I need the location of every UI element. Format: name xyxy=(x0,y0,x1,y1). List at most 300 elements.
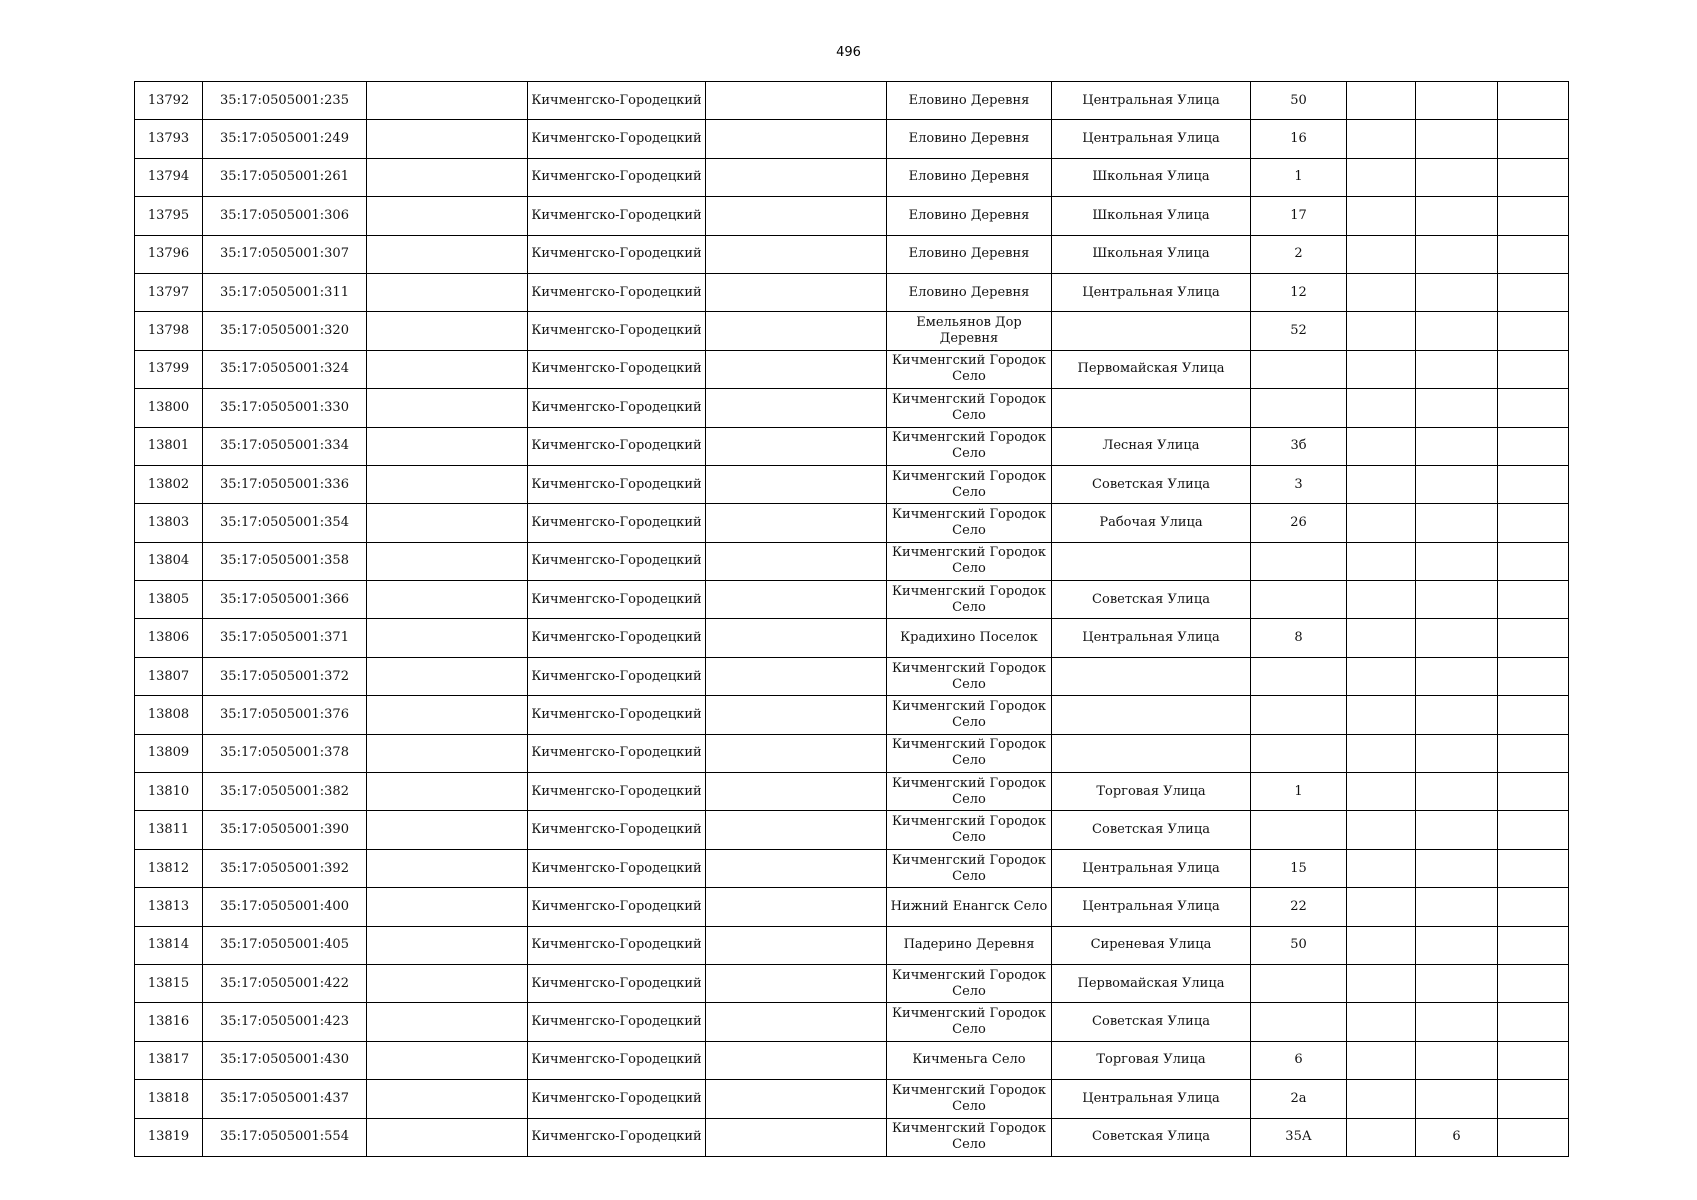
column-9-cell xyxy=(1347,350,1416,388)
house-number-cell: 3 xyxy=(1251,465,1347,503)
district-cell: Кичменгско-Городецкий xyxy=(528,773,706,811)
cadastral-number-cell: 35:17:0505001:378 xyxy=(203,734,367,772)
column-9-cell xyxy=(1347,926,1416,964)
column-9-cell xyxy=(1347,312,1416,350)
row-number-cell: 13806 xyxy=(135,619,203,657)
locality-cell: Кичменгский Городок Село xyxy=(887,964,1052,1002)
column-9-cell xyxy=(1347,1003,1416,1041)
column-9-cell xyxy=(1347,1080,1416,1118)
column-9-cell xyxy=(1347,273,1416,311)
row-number-cell: 13793 xyxy=(135,120,203,158)
column-10-cell xyxy=(1416,158,1498,196)
column-10-cell xyxy=(1416,273,1498,311)
district-cell: Кичменгско-Городецкий xyxy=(528,964,706,1002)
column-9-cell xyxy=(1347,849,1416,887)
column-5-cell xyxy=(706,197,887,235)
district-cell: Кичменгско-Городецкий xyxy=(528,926,706,964)
column-9-cell xyxy=(1347,773,1416,811)
table-row xyxy=(135,158,1569,196)
column-11-cell xyxy=(1498,158,1569,196)
column-10-cell xyxy=(1416,427,1498,465)
column-11-cell xyxy=(1498,849,1569,887)
column-11-cell xyxy=(1498,312,1569,350)
column-5-cell xyxy=(706,696,887,734)
house-number-cell xyxy=(1251,734,1347,772)
column-11-cell xyxy=(1498,350,1569,388)
table-row xyxy=(135,542,1569,580)
column-3-cell xyxy=(367,158,528,196)
column-10-cell xyxy=(1416,619,1498,657)
table-row xyxy=(135,197,1569,235)
house-number-cell: 50 xyxy=(1251,926,1347,964)
column-5-cell xyxy=(706,465,887,503)
table-row xyxy=(135,1041,1569,1079)
column-9-cell xyxy=(1347,504,1416,542)
cadastral-number-cell: 35:17:0505001:320 xyxy=(203,312,367,350)
column-11-cell xyxy=(1498,273,1569,311)
column-11-cell xyxy=(1498,465,1569,503)
column-11-cell xyxy=(1498,581,1569,619)
column-3-cell xyxy=(367,964,528,1002)
column-9-cell xyxy=(1347,619,1416,657)
column-11-cell xyxy=(1498,427,1569,465)
column-3-cell xyxy=(367,82,528,120)
column-5-cell xyxy=(706,350,887,388)
row-number-cell: 13807 xyxy=(135,657,203,695)
column-10-cell xyxy=(1416,696,1498,734)
row-number-cell: 13813 xyxy=(135,888,203,926)
row-number-cell: 13816 xyxy=(135,1003,203,1041)
column-10-cell xyxy=(1416,312,1498,350)
cadastral-number-cell: 35:17:0505001:390 xyxy=(203,811,367,849)
district-cell: Кичменгско-Городецкий xyxy=(528,389,706,427)
column-3-cell xyxy=(367,465,528,503)
table-row xyxy=(135,504,1569,542)
table-row xyxy=(135,734,1569,772)
district-cell: Кичменгско-Городецкий xyxy=(528,82,706,120)
row-number-cell: 13801 xyxy=(135,427,203,465)
column-11-cell xyxy=(1498,197,1569,235)
column-3-cell xyxy=(367,542,528,580)
street-cell: Сиреневая Улица xyxy=(1052,926,1251,964)
house-number-cell xyxy=(1251,811,1347,849)
row-number-cell: 13818 xyxy=(135,1080,203,1118)
table-row xyxy=(135,773,1569,811)
column-10-cell xyxy=(1416,197,1498,235)
cadastral-number-cell: 35:17:0505001:324 xyxy=(203,350,367,388)
house-number-cell: 50 xyxy=(1251,82,1347,120)
cadastral-number-cell: 35:17:0505001:261 xyxy=(203,158,367,196)
column-3-cell xyxy=(367,197,528,235)
street-cell: Центральная Улица xyxy=(1052,888,1251,926)
house-number-cell xyxy=(1251,696,1347,734)
locality-cell: Крадихино Поселок xyxy=(887,619,1052,657)
column-5-cell xyxy=(706,1041,887,1079)
cadastral-number-cell: 35:17:0505001:311 xyxy=(203,273,367,311)
column-11-cell xyxy=(1498,657,1569,695)
column-9-cell xyxy=(1347,888,1416,926)
cadastral-number-cell: 35:17:0505001:437 xyxy=(203,1080,367,1118)
column-10-cell xyxy=(1416,389,1498,427)
row-number-cell: 13810 xyxy=(135,773,203,811)
column-11-cell xyxy=(1498,964,1569,1002)
locality-cell: Еловино Деревня xyxy=(887,82,1052,120)
table-row xyxy=(135,235,1569,273)
house-number-cell: 22 xyxy=(1251,888,1347,926)
column-10-cell xyxy=(1416,888,1498,926)
row-number-cell: 13817 xyxy=(135,1041,203,1079)
row-number-cell: 13815 xyxy=(135,964,203,1002)
locality-cell: Кичменгский Городок Село xyxy=(887,427,1052,465)
column-3-cell xyxy=(367,696,528,734)
column-3-cell xyxy=(367,926,528,964)
column-9-cell xyxy=(1347,1041,1416,1079)
column-11-cell xyxy=(1498,619,1569,657)
row-number-cell: 13803 xyxy=(135,504,203,542)
street-cell: Первомайская Улица xyxy=(1052,350,1251,388)
column-11-cell xyxy=(1498,734,1569,772)
cadastral-number-cell: 35:17:0505001:372 xyxy=(203,657,367,695)
district-cell: Кичменгско-Городецкий xyxy=(528,696,706,734)
locality-cell: Кичменьга Село xyxy=(887,1041,1052,1079)
column-3-cell xyxy=(367,811,528,849)
column-5-cell xyxy=(706,1003,887,1041)
column-10-cell xyxy=(1416,1080,1498,1118)
column-5-cell xyxy=(706,773,887,811)
column-5-cell xyxy=(706,273,887,311)
district-cell: Кичменгско-Городецкий xyxy=(528,619,706,657)
column-11-cell xyxy=(1498,120,1569,158)
street-cell: Первомайская Улица xyxy=(1052,964,1251,1002)
locality-cell: Еловино Деревня xyxy=(887,197,1052,235)
column-9-cell xyxy=(1347,82,1416,120)
column-10-cell xyxy=(1416,926,1498,964)
column-5-cell xyxy=(706,849,887,887)
street-cell: Центральная Улица xyxy=(1052,619,1251,657)
table-row xyxy=(135,811,1569,849)
table-row xyxy=(135,1080,1569,1118)
column-3-cell xyxy=(367,120,528,158)
district-cell: Кичменгско-Городецкий xyxy=(528,158,706,196)
locality-cell: Кичменгский Городок Село xyxy=(887,542,1052,580)
column-11-cell xyxy=(1498,1118,1569,1156)
cadastral-number-cell: 35:17:0505001:430 xyxy=(203,1041,367,1079)
street-cell: Торговая Улица xyxy=(1052,773,1251,811)
district-cell: Кичменгско-Городецкий xyxy=(528,504,706,542)
locality-cell: Кичменгский Городок Село xyxy=(887,350,1052,388)
cadastral-number-cell: 35:17:0505001:306 xyxy=(203,197,367,235)
column-10-cell xyxy=(1416,811,1498,849)
table-row xyxy=(135,1118,1569,1156)
district-cell: Кичменгско-Городецкий xyxy=(528,465,706,503)
district-cell: Кичменгско-Городецкий xyxy=(528,888,706,926)
cadastral-number-cell: 35:17:0505001:235 xyxy=(203,82,367,120)
locality-cell: Еловино Деревня xyxy=(887,273,1052,311)
column-11-cell xyxy=(1498,389,1569,427)
page-number: 496 xyxy=(836,45,861,60)
column-10-cell xyxy=(1416,1003,1498,1041)
column-5-cell xyxy=(706,542,887,580)
column-3-cell xyxy=(367,849,528,887)
table-row xyxy=(135,82,1569,120)
column-10-cell xyxy=(1416,465,1498,503)
registry-body xyxy=(135,82,1569,1157)
table-row xyxy=(135,619,1569,657)
column-5-cell xyxy=(706,888,887,926)
column-3-cell xyxy=(367,888,528,926)
row-number-cell: 13797 xyxy=(135,273,203,311)
column-11-cell xyxy=(1498,773,1569,811)
district-cell: Кичменгско-Городецкий xyxy=(528,542,706,580)
house-number-cell xyxy=(1251,542,1347,580)
row-number-cell: 13794 xyxy=(135,158,203,196)
column-10-cell: 6 xyxy=(1416,1118,1498,1156)
locality-cell: Кичменгский Городок Село xyxy=(887,465,1052,503)
column-10-cell xyxy=(1416,504,1498,542)
street-cell xyxy=(1052,312,1251,350)
column-11-cell xyxy=(1498,1080,1569,1118)
column-11-cell xyxy=(1498,1003,1569,1041)
column-10-cell xyxy=(1416,235,1498,273)
district-cell: Кичменгско-Городецкий xyxy=(528,849,706,887)
locality-cell: Кичменгский Городок Село xyxy=(887,1118,1052,1156)
column-5-cell xyxy=(706,82,887,120)
district-cell: Кичменгско-Городецкий xyxy=(528,811,706,849)
cadastral-number-cell: 35:17:0505001:423 xyxy=(203,1003,367,1041)
street-cell: Торговая Улица xyxy=(1052,1041,1251,1079)
column-10-cell xyxy=(1416,82,1498,120)
district-cell: Кичменгско-Городецкий xyxy=(528,1041,706,1079)
house-number-cell xyxy=(1251,964,1347,1002)
locality-cell: Кичменгский Городок Село xyxy=(887,581,1052,619)
column-10-cell xyxy=(1416,581,1498,619)
house-number-cell xyxy=(1251,1003,1347,1041)
column-9-cell xyxy=(1347,389,1416,427)
street-cell: Лесная Улица xyxy=(1052,427,1251,465)
cadastral-number-cell: 35:17:0505001:371 xyxy=(203,619,367,657)
column-11-cell xyxy=(1498,811,1569,849)
street-cell xyxy=(1052,389,1251,427)
column-3-cell xyxy=(367,1118,528,1156)
district-cell: Кичменгско-Городецкий xyxy=(528,734,706,772)
district-cell: Кичменгско-Городецкий xyxy=(528,581,706,619)
street-cell: Центральная Улица xyxy=(1052,120,1251,158)
row-number-cell: 13814 xyxy=(135,926,203,964)
row-number-cell: 13798 xyxy=(135,312,203,350)
house-number-cell xyxy=(1251,389,1347,427)
cadastral-number-cell: 35:17:0505001:366 xyxy=(203,581,367,619)
table-row xyxy=(135,1003,1569,1041)
locality-cell: Еловино Деревня xyxy=(887,158,1052,196)
row-number-cell: 13800 xyxy=(135,389,203,427)
column-9-cell xyxy=(1347,542,1416,580)
street-cell: Школьная Улица xyxy=(1052,158,1251,196)
district-cell: Кичменгско-Городецкий xyxy=(528,312,706,350)
column-5-cell xyxy=(706,504,887,542)
table-row xyxy=(135,120,1569,158)
column-5-cell xyxy=(706,581,887,619)
column-3-cell xyxy=(367,504,528,542)
table-row xyxy=(135,312,1569,350)
street-cell: Школьная Улица xyxy=(1052,197,1251,235)
house-number-cell: 52 xyxy=(1251,312,1347,350)
street-cell: Советская Улица xyxy=(1052,811,1251,849)
column-3-cell xyxy=(367,312,528,350)
row-number-cell: 13811 xyxy=(135,811,203,849)
cadastral-number-cell: 35:17:0505001:354 xyxy=(203,504,367,542)
street-cell: Центральная Улица xyxy=(1052,1080,1251,1118)
column-10-cell xyxy=(1416,849,1498,887)
column-3-cell xyxy=(367,619,528,657)
column-3-cell xyxy=(367,1080,528,1118)
locality-cell: Кичменгский Городок Село xyxy=(887,657,1052,695)
column-3-cell xyxy=(367,389,528,427)
column-9-cell xyxy=(1347,235,1416,273)
column-5-cell xyxy=(706,1080,887,1118)
column-9-cell xyxy=(1347,465,1416,503)
street-cell: Рабочая Улица xyxy=(1052,504,1251,542)
house-number-cell: 15 xyxy=(1251,849,1347,887)
table-row xyxy=(135,427,1569,465)
street-cell xyxy=(1052,734,1251,772)
cadastral-number-cell: 35:17:0505001:554 xyxy=(203,1118,367,1156)
street-cell: Советская Улица xyxy=(1052,1003,1251,1041)
table-row xyxy=(135,465,1569,503)
column-9-cell xyxy=(1347,811,1416,849)
column-11-cell xyxy=(1498,926,1569,964)
street-cell xyxy=(1052,696,1251,734)
column-5-cell xyxy=(706,926,887,964)
house-number-cell: 2 xyxy=(1251,235,1347,273)
house-number-cell: 6 xyxy=(1251,1041,1347,1079)
column-9-cell xyxy=(1347,158,1416,196)
house-number-cell: 1 xyxy=(1251,158,1347,196)
district-cell: Кичменгско-Городецкий xyxy=(528,427,706,465)
street-cell: Советская Улица xyxy=(1052,581,1251,619)
column-9-cell xyxy=(1347,427,1416,465)
column-10-cell xyxy=(1416,1041,1498,1079)
district-cell: Кичменгско-Городецкий xyxy=(528,1080,706,1118)
locality-cell: Еловино Деревня xyxy=(887,120,1052,158)
column-3-cell xyxy=(367,350,528,388)
column-10-cell xyxy=(1416,120,1498,158)
house-number-cell xyxy=(1251,581,1347,619)
house-number-cell: 8 xyxy=(1251,619,1347,657)
cadastral-number-cell: 35:17:0505001:336 xyxy=(203,465,367,503)
column-9-cell xyxy=(1347,657,1416,695)
house-number-cell xyxy=(1251,350,1347,388)
cadastral-number-cell: 35:17:0505001:334 xyxy=(203,427,367,465)
locality-cell: Кичменгский Городок Село xyxy=(887,504,1052,542)
table-row xyxy=(135,389,1569,427)
column-11-cell xyxy=(1498,696,1569,734)
column-11-cell xyxy=(1498,888,1569,926)
cadastral-number-cell: 35:17:0505001:330 xyxy=(203,389,367,427)
table-row xyxy=(135,849,1569,887)
table-row xyxy=(135,273,1569,311)
locality-cell: Падерино Деревня xyxy=(887,926,1052,964)
district-cell: Кичменгско-Городецкий xyxy=(528,120,706,158)
column-9-cell xyxy=(1347,1118,1416,1156)
row-number-cell: 13819 xyxy=(135,1118,203,1156)
column-10-cell xyxy=(1416,657,1498,695)
cadastral-number-cell: 35:17:0505001:376 xyxy=(203,696,367,734)
locality-cell: Кичменгский Городок Село xyxy=(887,849,1052,887)
district-cell: Кичменгско-Городецкий xyxy=(528,273,706,311)
house-number-cell: 3б xyxy=(1251,427,1347,465)
cadastral-number-cell: 35:17:0505001:400 xyxy=(203,888,367,926)
district-cell: Кичменгско-Городецкий xyxy=(528,235,706,273)
street-cell: Центральная Улица xyxy=(1052,273,1251,311)
locality-cell: Кичменгский Городок Село xyxy=(887,389,1052,427)
column-11-cell xyxy=(1498,82,1569,120)
column-3-cell xyxy=(367,773,528,811)
district-cell: Кичменгско-Городецкий xyxy=(528,197,706,235)
locality-cell: Емельянов Дор Деревня xyxy=(887,312,1052,350)
column-5-cell xyxy=(706,389,887,427)
table-row xyxy=(135,888,1569,926)
column-9-cell xyxy=(1347,120,1416,158)
column-10-cell xyxy=(1416,734,1498,772)
column-5-cell xyxy=(706,158,887,196)
column-11-cell xyxy=(1498,235,1569,273)
table-row xyxy=(135,657,1569,695)
row-number-cell: 13808 xyxy=(135,696,203,734)
row-number-cell: 13804 xyxy=(135,542,203,580)
locality-cell: Кичменгский Городок Село xyxy=(887,1080,1052,1118)
row-number-cell: 13805 xyxy=(135,581,203,619)
street-cell: Советская Улица xyxy=(1052,1118,1251,1156)
column-3-cell xyxy=(367,1041,528,1079)
column-3-cell xyxy=(367,1003,528,1041)
column-3-cell xyxy=(367,734,528,772)
district-cell: Кичменгско-Городецкий xyxy=(528,1118,706,1156)
column-3-cell xyxy=(367,273,528,311)
locality-cell: Еловино Деревня xyxy=(887,235,1052,273)
locality-cell: Нижний Енангск Село xyxy=(887,888,1052,926)
column-5-cell xyxy=(706,619,887,657)
house-number-cell: 2а xyxy=(1251,1080,1347,1118)
column-10-cell xyxy=(1416,350,1498,388)
column-11-cell xyxy=(1498,542,1569,580)
table-row xyxy=(135,350,1569,388)
column-11-cell xyxy=(1498,1041,1569,1079)
district-cell: Кичменгско-Городецкий xyxy=(528,350,706,388)
column-5-cell xyxy=(706,734,887,772)
cadastral-number-cell: 35:17:0505001:382 xyxy=(203,773,367,811)
column-3-cell xyxy=(367,427,528,465)
column-9-cell xyxy=(1347,197,1416,235)
street-cell: Школьная Улица xyxy=(1052,235,1251,273)
registry-table xyxy=(134,81,1569,1157)
column-9-cell xyxy=(1347,581,1416,619)
street-cell: Советская Улица xyxy=(1052,465,1251,503)
table-row xyxy=(135,696,1569,734)
locality-cell: Кичменгский Городок Село xyxy=(887,773,1052,811)
column-3-cell xyxy=(367,235,528,273)
locality-cell: Кичменгский Городок Село xyxy=(887,1003,1052,1041)
locality-cell: Кичменгский Городок Село xyxy=(887,811,1052,849)
district-cell: Кичменгско-Городецкий xyxy=(528,1003,706,1041)
cadastral-number-cell: 35:17:0505001:405 xyxy=(203,926,367,964)
column-5-cell xyxy=(706,235,887,273)
cadastral-number-cell: 35:17:0505001:392 xyxy=(203,849,367,887)
row-number-cell: 13799 xyxy=(135,350,203,388)
column-10-cell xyxy=(1416,542,1498,580)
table-row xyxy=(135,581,1569,619)
cadastral-number-cell: 35:17:0505001:358 xyxy=(203,542,367,580)
district-cell: Кичменгско-Городецкий xyxy=(528,657,706,695)
